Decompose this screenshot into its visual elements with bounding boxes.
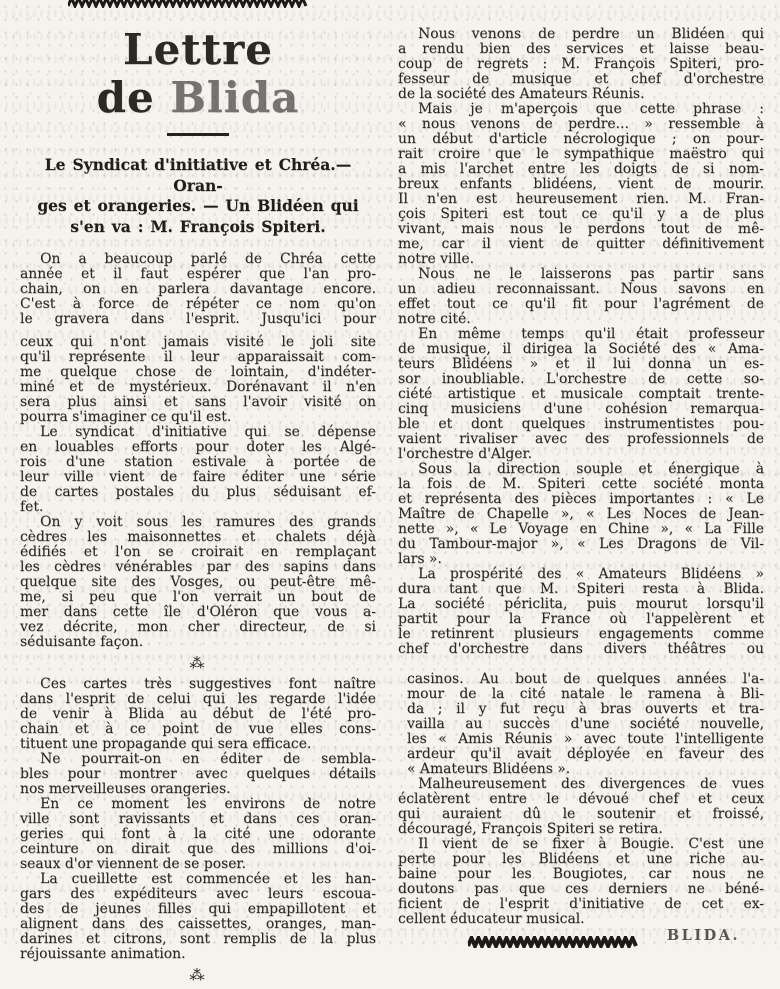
paragraph [398, 267, 764, 327]
title-text: Lettre de [96, 25, 273, 122]
text-line: chain, on en parlera davantage encore. [20, 281, 376, 297]
text-line: de cartes postales du plus séduisant ef- [20, 484, 376, 500]
text-line: des de jeunes filles qui empapillotent et [20, 901, 376, 917]
text-line: quelque site des Vosges, ou peut-être mê- [20, 574, 376, 590]
text-line: rait croire que le sympathique maëstro qui [398, 146, 764, 162]
text-line: teurs Blidéens » et il lui donna un es- [398, 356, 764, 372]
text-line: fet. [20, 499, 44, 515]
text-line: me, si peu que l'on verrait un bout de [20, 589, 376, 605]
text-line: cèdres les maisonnettes et chalets déjà [20, 529, 376, 545]
text-line: darines et citrons, sont remplis de la plus [20, 931, 376, 947]
text-line: vailla au succès d'une société nouvelle, [407, 716, 764, 732]
text-line: me, car il vient de quitter définitivement [398, 236, 764, 252]
text-line: sera plus ainsi et sans l'avoir visité on [20, 394, 376, 410]
text-line: de venir à Blida au début de l'été pro- [20, 706, 376, 722]
text-line: réjouissante animation. [20, 946, 186, 962]
text-line: tituent une propagande qui sera efficace. [20, 736, 312, 752]
text-line: « nous venons de perdre... » ressemble à [398, 116, 764, 132]
text-line: ardeur qu'il avait déployée en faveur des [407, 746, 764, 762]
text-line: chef d'orchestre dans divers théâtres ou [398, 641, 764, 657]
text-line: pourra s'imaginer ce qu'il est. [20, 409, 232, 425]
text-line: breux enfants blidéens, vient de mourir. [398, 176, 764, 192]
title-place-name: Blida [170, 73, 300, 122]
text-line: Sous la direction souple et énergique à [418, 461, 764, 477]
article-subtitle [20, 155, 376, 237]
text-line: cellent éducateur musical. [398, 911, 585, 927]
text-line: C'est à force de répéter ce nom qu'on [20, 296, 376, 312]
paragraph [407, 672, 764, 777]
text-line: chain et à ce point de vue elles cons- [20, 721, 376, 737]
text-line: du Tambour-major », « Les Dragons de Vil- [398, 536, 764, 552]
text-line: Ne pourrait-on en éditer de sembla- [40, 751, 376, 767]
paragraph [398, 327, 764, 462]
text-line: ficient de l'esprit d'initiative de cet ex- [398, 896, 764, 912]
text-line: baine pour les Bougiotes, car nous ne [398, 866, 764, 882]
text-line: a mis l'archet entre les doigts de si nom- [398, 161, 764, 177]
title-divider-rule [167, 133, 229, 136]
text-line: « Amateurs Blidéens ». [407, 761, 571, 777]
paragraph [398, 27, 764, 102]
paragraph [398, 837, 764, 927]
text-line: en louables efforts pour doter les Algé- [20, 439, 376, 455]
paragraph [20, 872, 376, 962]
paragraph [20, 677, 376, 752]
text-line: ceux qui n'ont jamais visité le joli site [20, 334, 376, 350]
text-line: gars des expéditeurs avec leurs escoua- [20, 886, 376, 902]
text-line: les « Amis Réunis » avec toute l'intelligente [407, 731, 764, 747]
text-line: Nous ne le laisserons pas partir sans [418, 266, 764, 282]
text-line: La société périclita, puis mourut lorsqu'il [398, 596, 764, 612]
asterism-separator: ⁂ [189, 654, 207, 672]
text-line: ble et dont quelques instrumentistes pou- [398, 416, 764, 432]
article-title [20, 26, 376, 122]
article-right-column [398, 12, 764, 943]
text-line: un début d'article nécrologique ; on pour- [398, 131, 764, 147]
text-line: coup de regrets : M. François Spiteri, pro- [398, 56, 764, 72]
text-line: éclatèrent entre le dévoué chef et ceux [398, 791, 764, 807]
text-line: la fois de M. Spiteri cette société monta [398, 476, 764, 492]
text-line: a rendu bien des services et laisse beau- [398, 41, 764, 57]
subtitle-line: s'en va : M. François Spiteri. [70, 216, 326, 236]
text-line: de la société des Amateurs Réunis. [398, 86, 645, 102]
text-line: rois d'une station estivale à portée de [20, 454, 376, 470]
text-line: Le syndicat d'initiative qui se dépense [40, 424, 376, 440]
text-line: doutons pas que ces derniers ne béné- [398, 881, 764, 897]
paragraph [20, 252, 376, 327]
paragraph [20, 515, 376, 650]
text-line: alignent dans des caissettes, oranges, man- [20, 916, 376, 932]
text-line: fesseur de musique et chef d'orchestre [398, 71, 764, 87]
text-line: effet tout ce qu'il fit pour l'agrément de [398, 296, 764, 312]
text-line: vaient rivaliser avec des professionnels de [398, 431, 764, 447]
text-line: découragé, François Spiteri se retira. [398, 821, 663, 837]
text-line: La prospérité des « Amateurs Blidéens » [418, 566, 764, 582]
left-column-body [20, 252, 376, 983]
text-line: les cèdres vénérables par des sapins dans [20, 559, 376, 575]
paragraph [20, 797, 376, 872]
text-line: partit pour la France où l'appelèrent et [398, 611, 764, 627]
text-line: qui auraient dû le soutenir et froissé, [398, 806, 764, 822]
text-line: bles pour montrer avec quelques détails [20, 766, 376, 782]
text-line: ceinture on dirait que des millions d'oi- [20, 841, 376, 857]
text-line: le retinrent plusieurs engagements comme [398, 626, 764, 642]
text-line: séduisante façon. [20, 634, 144, 650]
text-line: notre cité. [398, 311, 471, 327]
text-line: Maître de Chapelle », « Les Noces de Jean- [398, 506, 764, 522]
text-line: geries qui font à la cité une odorante [20, 826, 376, 842]
paragraph [398, 102, 764, 267]
text-line: dans l'esprit de celui qui les regarde l'idée [20, 691, 376, 707]
text-line: La cueillette est commencée et les han- [40, 871, 376, 887]
text-line: nette », « Le Voyage en Chine », « La Fille [398, 521, 764, 537]
paragraph [20, 335, 376, 425]
text-line: et représenta des pièces importantes : « Le [398, 491, 764, 507]
text-line: un adieu reconnaissant. Nous savons en [398, 281, 764, 297]
text-line: miné et de mystérieux. Dorénavant il n'en [20, 379, 376, 395]
text-line: ciété artistique et musicale comptait trente- [398, 386, 764, 402]
text-line: ville sont ravissants et dans ces oran- [20, 811, 376, 827]
text-line: sor inoubliable. L'orchestre de cette so- [398, 371, 764, 387]
text-line: perte pour les Blidéens et une riche au- [398, 851, 764, 867]
text-line: notre ville. [398, 251, 474, 267]
paragraph [20, 425, 376, 515]
article-left-column [20, 0, 376, 989]
paragraph [398, 567, 764, 657]
text-line: On a beaucoup parlé de Chréa cette [40, 251, 376, 267]
text-line: casinos. Au bout de quelques années l'a- [407, 671, 764, 687]
paragraph [398, 462, 764, 567]
text-line: qu'il représente il leur apparaissait com- [20, 349, 376, 365]
text-line: Ces cartes très suggestives font naître [40, 676, 376, 692]
text-line: nos merveilleuses orangeries. [20, 781, 231, 797]
paragraph [398, 777, 764, 837]
text-line: seaux d'or viennent de se poser. [20, 856, 246, 872]
text-line: da ; il y fut reçu à bras ouverts et tra- [407, 701, 764, 717]
text-line: lars ». [398, 551, 442, 567]
text-line: le gravera dans l'esprit. Jusqu'ici pour [20, 311, 376, 327]
subtitle-line: ges et orangeries. — Un Blidéen qui [37, 196, 359, 215]
text-line: En même temps qu'il était professeur [418, 326, 764, 342]
text-line: édifiés et l'on se croirait en remplaçant [20, 544, 376, 560]
text-line: année et il faut espérer que l'an pro- [20, 266, 376, 282]
text-line: Nous venons de perdre un Blidéen qui [418, 26, 764, 42]
text-line: Malheureusement des divergences de vues [418, 776, 764, 792]
asterism-separator: ⁂ [189, 966, 207, 984]
bottom-border-squiggle-icon [468, 936, 640, 948]
text-line: dura tant que M. Spiteri resta à Blida. [398, 581, 764, 597]
article-signature: BLIDA. [666, 927, 740, 944]
text-line: On y voit sous les ramures des grands [40, 514, 376, 530]
text-line: En ce moment les environs de notre [40, 796, 376, 812]
text-line: de musique, il dirigea la Société des « Ama- [398, 341, 764, 357]
text-line: me quelque chose de lointain, d'indéter- [20, 364, 376, 380]
text-line: leur ville vient de faire éditer une série [20, 469, 376, 485]
text-line: vivant, mais nous le perdons tout de mê- [398, 221, 764, 237]
right-column-body [398, 27, 764, 927]
text-line: l'orchestre d'Alger. [398, 446, 533, 462]
paragraph [20, 752, 376, 797]
text-line: cinq musiciens d'une cohésion remarqua- [398, 401, 764, 417]
text-line: vez décrite, mon cher directeur, de si [20, 619, 376, 635]
text-line: Il n'en est heureusement rien. M. Fran- [398, 191, 764, 207]
text-line: Mais je m'aperçois que cette phrase : [418, 101, 764, 117]
text-line: mer dans cette île d'Oléron que vous a- [20, 604, 376, 620]
text-line: mour de la cité natale le ramena à Bli- [407, 686, 764, 702]
text-line: çois Spiteri est tout ce qu'il y a de plus [398, 206, 764, 222]
text-line: Il vient de se fixer à Bougie. C'est une [418, 836, 764, 852]
subtitle-line: Le Syndicat d'initiative et Chréa.— Oran- [44, 155, 352, 195]
